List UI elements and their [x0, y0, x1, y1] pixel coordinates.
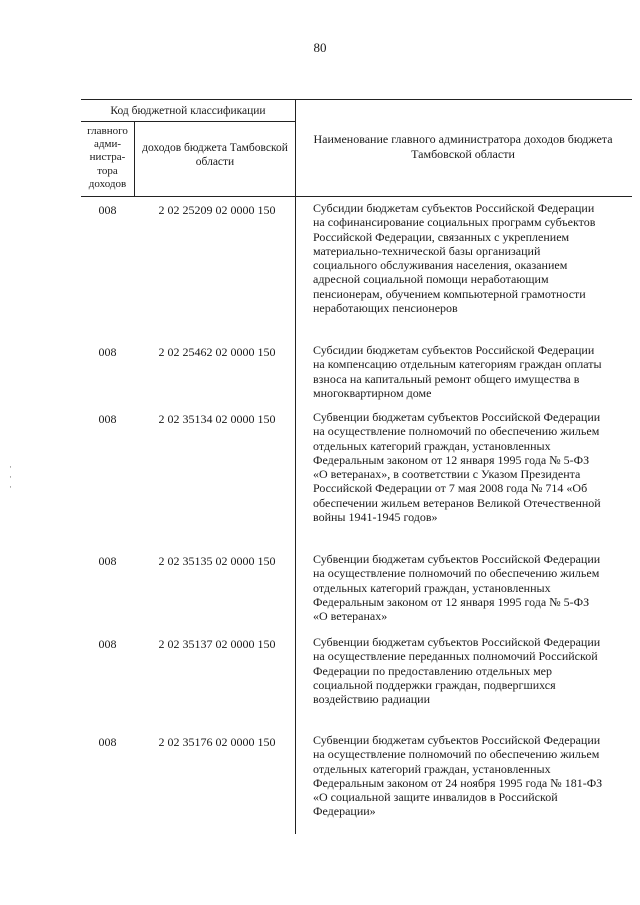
row-admin-code: 008 [98, 412, 117, 426]
row-name: Субвенции бюджетам субъектов Российской Федерации на осуществление полномочий по обеспечению жильем отдельных категорий граждан, установленных Федеральным законом от 12 января 1995 года № 5-ФЗ «О ветеранах» [313, 552, 601, 624]
row-admin-code: 008 [98, 637, 117, 651]
header-admin-name: Наименование главного администратора доходов бюджета Тамбовской области [313, 132, 613, 161]
row-revenue-code: 2 02 25209 02 0000 150 [158, 203, 276, 217]
row-revenue-code: 2 02 35176 02 0000 150 [158, 735, 276, 749]
row-revenue-code: 2 02 35134 02 0000 150 [158, 412, 276, 426]
row-name: Субвенции бюджетам субъектов Российской Федерации на осуществление полномочий по обеспечению жильем отдельных категорий граждан, установленных Федеральным законом от 12 января 1995 года № 5-ФЗ «О ветеранах», в соответствии с Указом Президента Российской Федерации от 7 мая 2008 года № 714 «Об обеспечении жильем ветеранов Великой Отечественной войны 1941-1945 годов» [313, 410, 601, 525]
row-admin-code: 008 [98, 345, 117, 359]
row-revenue-code: 2 02 35137 02 0000 150 [158, 637, 276, 651]
classification-table [81, 99, 632, 834]
row-name: Субвенции бюджетам субъектов Российской Федерации на осуществление переданных полномочий Российской Федерации по предоставлению отдельных мер социальной поддержки граждан, подвергшихся воздействию радиации [313, 635, 601, 707]
name-col-divider [295, 99, 296, 834]
header-subdivider [81, 121, 295, 122]
row-revenue-code: 2 02 25462 02 0000 150 [158, 345, 276, 359]
row-admin-code: 008 [98, 554, 117, 568]
margin-binding-marks: · · · [9, 462, 12, 492]
page-number: 80 [313, 40, 327, 55]
header-budget-code: Код бюджетной классификации [110, 105, 266, 117]
header-bottom-border [81, 196, 632, 197]
row-admin-code: 008 [98, 735, 117, 749]
table-top-border [81, 99, 632, 100]
header-revenue-code: доходов бюджета Тамбовской области [142, 142, 288, 168]
header-chief-admin: главного адми-нистра-тора доходов [87, 125, 128, 190]
row-name: Субсидии бюджетам субъектов Российской Федерации на компенсацию отдельным категориям граждан оплаты взноса на капитальный ремонт общего имущества в многоквартирном доме [313, 343, 602, 400]
row-name: Субсидии бюджетам субъектов Российской Федерации на софинансирование социальных программ субъектов Российской Федерации, связанных с укреплением материально-технической базы организаций социального обслуживания населения, оказанием адресной социальной помощи неработающим пенсионерам, обучением компьютерной грамотности неработающих пенсионеров [313, 201, 596, 316]
header-col-divider-1 [134, 121, 135, 196]
row-revenue-code: 2 02 35135 02 0000 150 [158, 554, 276, 568]
row-admin-code: 008 [98, 203, 117, 217]
row-name: Субвенции бюджетам субъектов Российской Федерации на осуществление полномочий по обеспечению жильем отдельных категорий граждан, установленных Федеральным законом от 24 ноября 1995 года № 181-ФЗ «О социальной защите инвалидов в Российской Федерации» [313, 733, 603, 819]
